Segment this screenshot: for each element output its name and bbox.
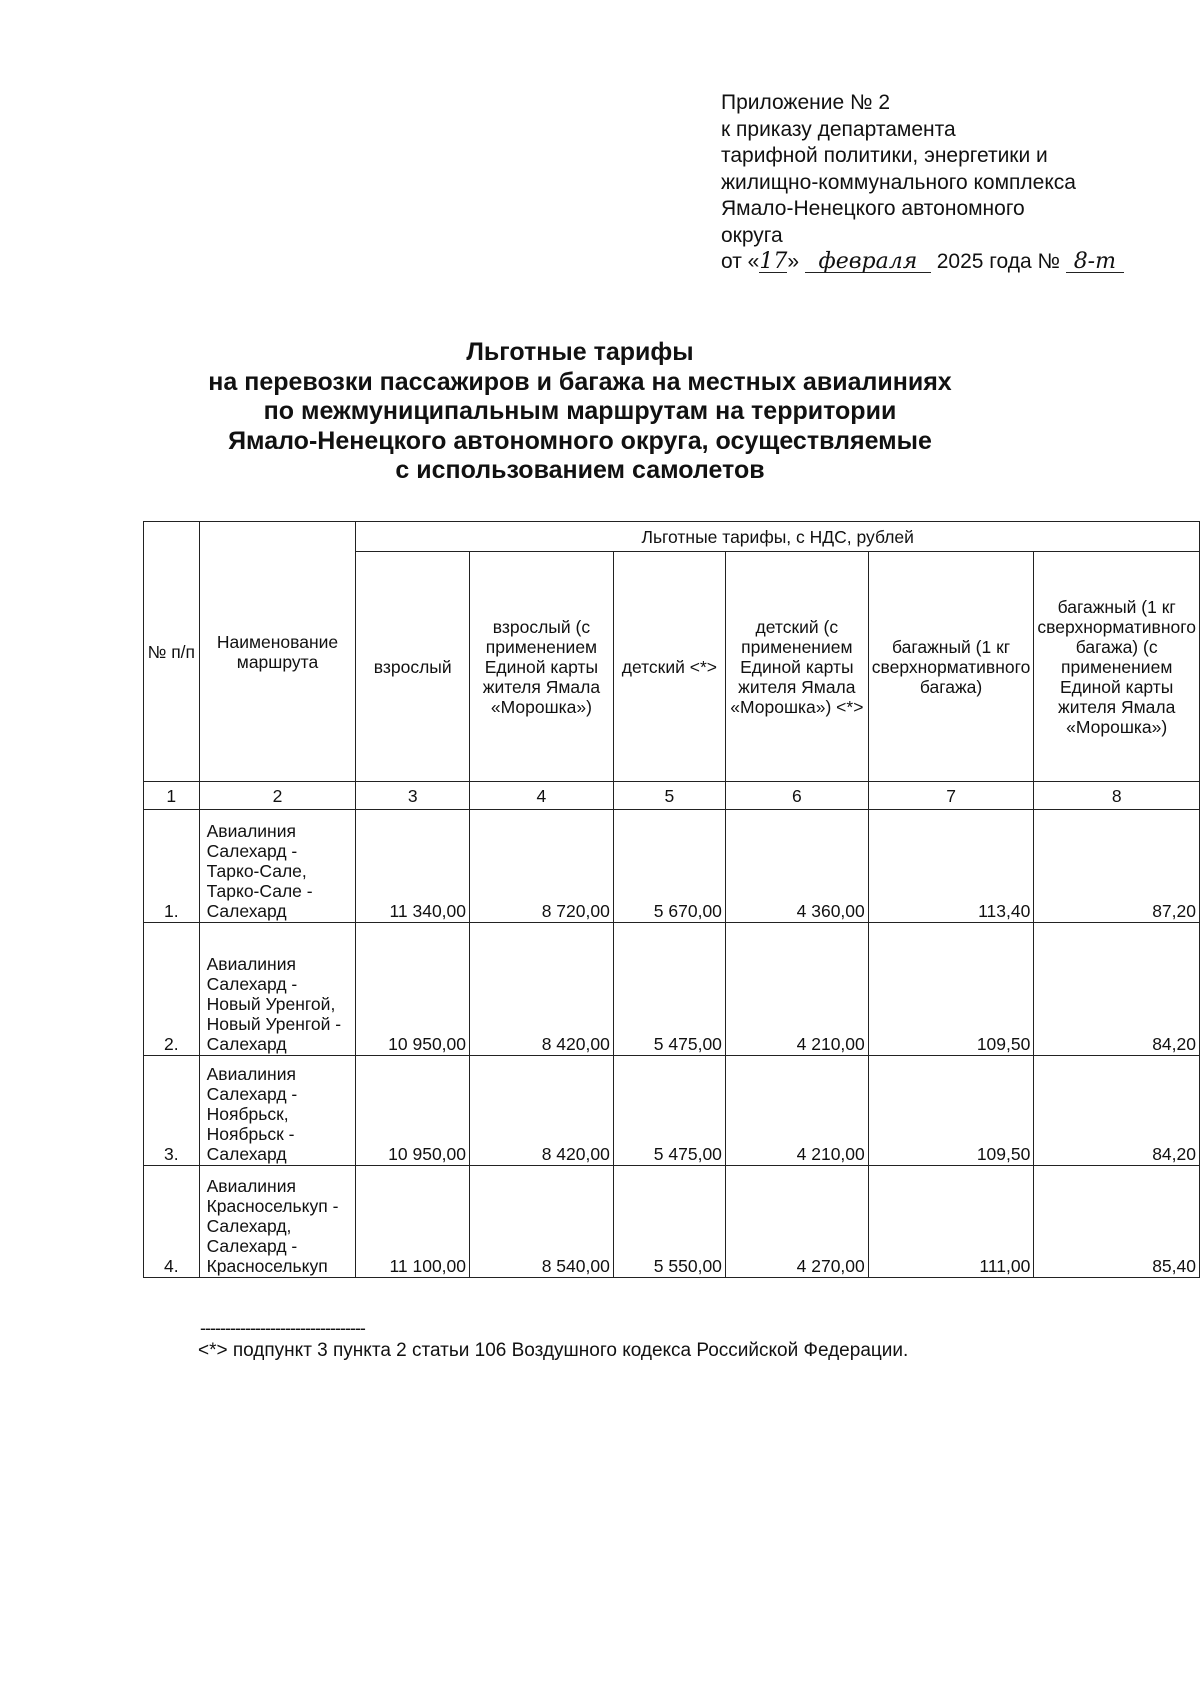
row-number: 1. <box>144 810 200 923</box>
header-baggage: багажный (1 кг сверхнормативного багажа) <box>868 552 1034 782</box>
tariff-value: 87,20 <box>1034 810 1200 923</box>
route-name: Авиалиния Красноселькуп - Салехард, Салехард - Красноселькуп <box>199 1166 356 1278</box>
annex-line: Приложение № 2 <box>721 91 891 114</box>
document-title <box>170 338 990 486</box>
date-year: 2025 года № <box>936 250 1060 273</box>
table-row <box>144 810 1200 923</box>
route-name: Авиалиния Салехард - Ноябрьск, Ноябрьск - Салехард <box>199 1056 356 1166</box>
tariff-value: 8 420,00 <box>470 1056 614 1166</box>
handwritten-month: февраля <box>805 252 931 273</box>
annex-block <box>721 90 1161 276</box>
row-number: 3. <box>144 1056 200 1166</box>
tariff-value: 10 950,00 <box>356 1056 470 1166</box>
column-number: 8 <box>1034 782 1200 810</box>
tariff-value: 4 360,00 <box>725 810 868 923</box>
tariff-value: 11 340,00 <box>356 810 470 923</box>
header-no: № п/п <box>144 522 200 782</box>
column-number: 5 <box>613 782 725 810</box>
tariff-value: 5 475,00 <box>613 1056 725 1166</box>
tariff-value: 109,50 <box>868 923 1034 1056</box>
footnote-text: <*> подпункт 3 пункта 2 статьи 106 Воздушного кодекса Российской Федерации. <box>198 1340 909 1361</box>
route-name: Авиалиния Салехард - Тарко-Сале, Тарко-Сале - Салехард <box>199 810 356 923</box>
column-number: 1 <box>144 782 200 810</box>
tariff-value: 8 540,00 <box>470 1166 614 1278</box>
title-line: с использованием самолетов <box>395 456 765 484</box>
tariff-table <box>143 521 1200 1278</box>
tariff-value: 8 720,00 <box>470 810 614 923</box>
tariff-value: 5 475,00 <box>613 923 725 1056</box>
table-row <box>144 923 1200 1056</box>
header-child-card: детский (с применением Единой карты жителя Ямала «Морошка») <*> <box>725 552 868 782</box>
column-number: 3 <box>356 782 470 810</box>
header-child: детский <*> <box>613 552 725 782</box>
annex-date-line <box>721 249 1161 276</box>
title-line: по межмуниципальным маршрутам на территории <box>263 397 897 425</box>
title-line: на перевозки пассажиров и багажа на местных авиалиниях <box>208 367 952 396</box>
header-route: Наименование маршрута <box>199 522 356 782</box>
annex-line: тарифной политики, энергетики и <box>721 144 1048 167</box>
tariff-value: 85,40 <box>1034 1166 1200 1278</box>
tariff-value: 5 550,00 <box>613 1166 725 1278</box>
row-number: 4. <box>144 1166 200 1278</box>
tariff-value: 5 670,00 <box>613 810 725 923</box>
tariff-value: 8 420,00 <box>470 923 614 1056</box>
table-row <box>144 1166 1200 1278</box>
tariff-value: 84,20 <box>1034 1056 1200 1166</box>
tariff-value: 4 210,00 <box>725 1056 868 1166</box>
column-number: 4 <box>470 782 614 810</box>
date-prefix: от « <box>721 250 760 273</box>
date-mid: » <box>787 250 800 273</box>
annex-line: округа <box>721 223 783 247</box>
annex-line: Ямало-Ненецкого автономного <box>721 197 1025 220</box>
row-number: 2. <box>144 923 200 1056</box>
handwritten-number: 8-т <box>1066 252 1124 273</box>
header-group: Льготные тарифы, с НДС, рублей <box>356 522 1200 552</box>
column-number: 2 <box>199 782 356 810</box>
table-row <box>144 1056 1200 1166</box>
tariff-value: 109,50 <box>868 1056 1034 1166</box>
column-number-row <box>144 782 1200 810</box>
tariff-value: 10 950,00 <box>356 923 470 1056</box>
annex-line: жилищно-коммунального комплекса <box>721 170 1076 194</box>
tariff-value: 11 100,00 <box>356 1166 470 1278</box>
tariff-value: 4 270,00 <box>725 1166 868 1278</box>
column-number: 6 <box>725 782 868 810</box>
column-number: 7 <box>868 782 1034 810</box>
tariff-value: 84,20 <box>1034 923 1200 1056</box>
footnote-rule: --------------------------------- <box>200 1318 365 1338</box>
route-name: Авиалиния Салехард - Новый Уренгой, Новый Уренгой - Салехард <box>199 923 356 1056</box>
title-line: Ямало-Ненецкого автономного округа, осуществляемые <box>228 426 932 455</box>
annex-line: к приказу департамента <box>721 117 956 141</box>
tariff-value: 4 210,00 <box>725 923 868 1056</box>
tariff-value: 113,40 <box>868 810 1034 923</box>
handwritten-day: 17 <box>759 249 788 274</box>
header-adult: взрослый <box>356 552 470 782</box>
header-adult-card: взрослый (с применением Единой карты жителя Ямала «Морошка») <box>470 552 614 782</box>
title-line: Льготные тарифы <box>466 338 694 366</box>
tariff-value: 111,00 <box>868 1166 1034 1278</box>
header-baggage-card: багажный (1 кг сверхнормативного багажа) (с применением Единой карты жителя Ямала «Морошка») <box>1034 552 1200 782</box>
